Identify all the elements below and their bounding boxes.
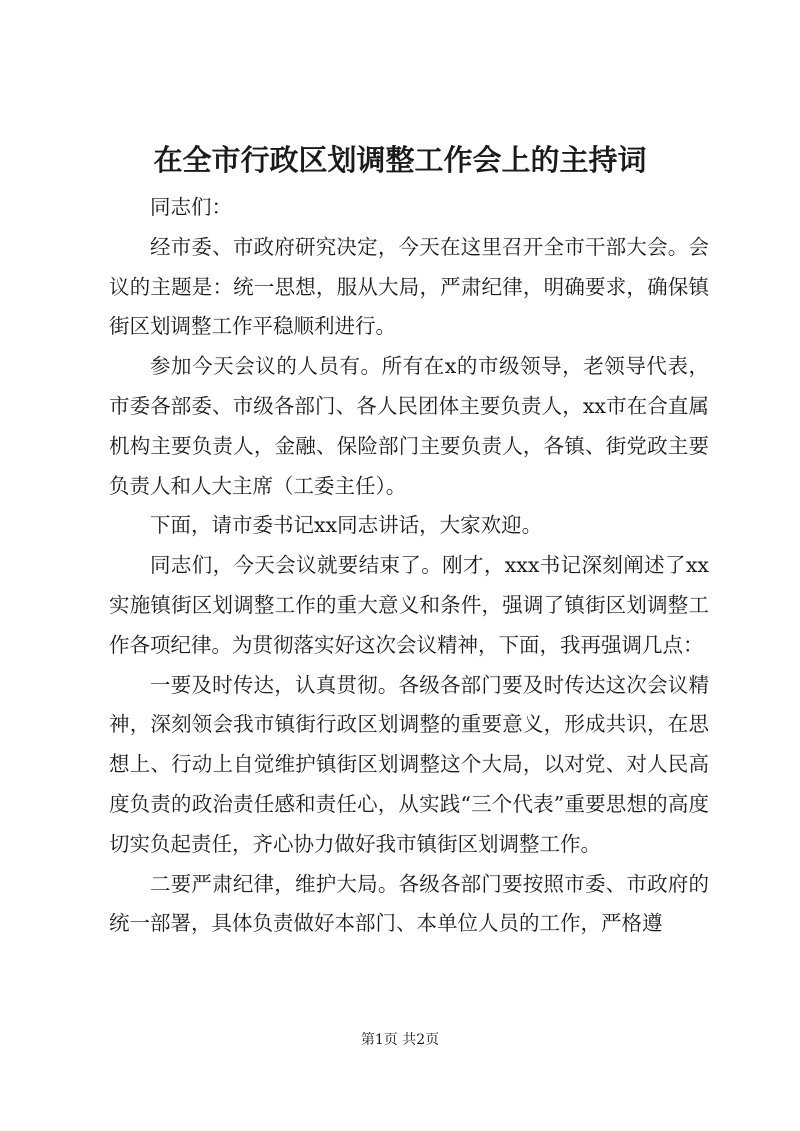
page-footer: 第1页 共2页 [360, 1032, 440, 1048]
document-title: 在全市行政区划调整工作会上的主持词 [153, 143, 647, 177]
paragraph-greeting: 同志们： [150, 195, 232, 219]
paragraph-meeting-theme: 经市委、市政府研究决定，今天在这里召开全市干部大会。会议的主题是：统一思想，服从大局，严肃纪律，明确要求，确保镇街区划调整工作平稳顺利进行。 [109, 234, 709, 339]
paragraph-invite-speech: 下面，请市委书记xx同志讲话，大家欢迎。 [150, 513, 543, 538]
paragraph-point-one: 一要及时传达，认真贯彻。各级各部门要及时传达这次会议精神，深刻领会我市镇街行政区划调整的重要意义，形成共识，在思想上、行动上自觉维护镇街区划调整这个大局，以对党、对人民高度负责的政治责任感和责任心，从实践“三个代表”重要思想的高度切实负起责任，齐心协力做好我市镇街区划调整工作。 [109, 672, 709, 856]
document-body [109, 188, 709, 944]
paragraph-attendees: 参加今天会议的人员有。所有在x的市级领导，老领导代表，市委各部委、市级各部门、各人民团体主要负责人，xx市在合直属机构主要负责人，金融、保险部门主要负责人，各镇、街党政主要负责人和人大主席（工委主任）。 [109, 354, 709, 498]
paragraph-closing-intro: 同志们，今天会议就要结束了。刚才，xxx书记深刻阐述了xx实施镇街区划调整工作的重大意义和条件，强调了镇街区划调整工作各项纪律。为贯彻落实好这次会议精神，下面，我再强调几点： [109, 553, 709, 657]
paragraph-point-two: 二要严肃纪律，维护大局。各级各部门要按照市委、市政府的统一部署，具体负责做好本部门、本单位人员的工作，严格遵 [109, 871, 709, 936]
